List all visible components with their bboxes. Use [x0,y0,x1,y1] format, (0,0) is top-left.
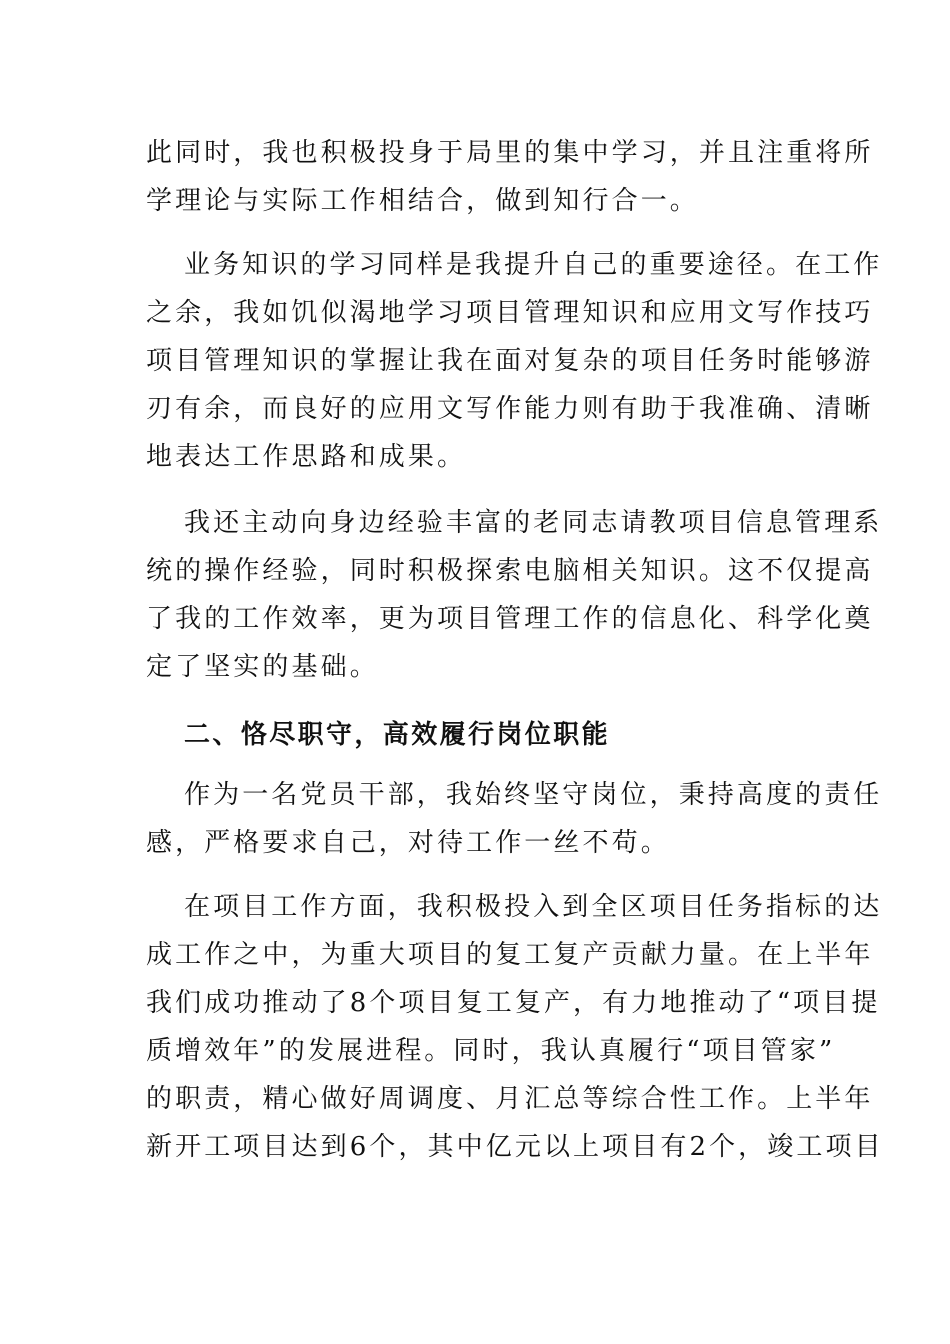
text-line: 定了坚实的基础。 [146,652,379,682]
text-line: 在项目工作方面，我积极投入到全区项目任务指标的达 [184,892,883,922]
text-line: 地表达工作思路和成果。 [146,442,467,472]
text-line: 的职责，精心做好周调度、月汇总等综合性工作。上半年 [146,1084,874,1114]
text-line: 项目管理知识的掌握让我在面对复杂的项目任务时能够游 [146,346,874,376]
section-heading: 二、恪尽职守，高效履行岗位职能 [184,720,611,750]
text-line: 统的操作经验，同时积极探索电脑相关知识。这不仅提高 [146,556,874,586]
text-line: 我们成功推动了8个项目复工复产，有力地推动了“项目提 [146,988,881,1018]
text-line: 刃有余，而良好的应用文写作能力则有助于我准确、清晰 [146,394,874,424]
text-line: 此同时，我也积极投身于局里的集中学习，并且注重将所 [146,138,874,168]
text-line: 了我的工作效率，更为项目管理工作的信息化、科学化奠 [146,604,874,634]
text-line: 业务知识的学习同样是我提升自己的重要途径。在工作 [184,250,883,280]
text-line: 我还主动向身边经验丰富的老同志请教项目信息管理系 [184,508,883,538]
text-line: 之余，我如饥似渴地学习项目管理知识和应用文写作技巧 [146,298,874,328]
text-line: 新开工项目达到6个，其中亿元以上项目有2个，竣工项目 [146,1132,884,1162]
text-line: 学理论与实际工作相结合，做到知行合一。 [146,186,699,216]
text-line: 感，严格要求自己，对待工作一丝不苟。 [146,828,670,858]
text-line: 成工作之中，为重大项目的复工复产贡献力量。在上半年 [146,940,874,970]
text-line: 质增效年”的发展进程。同时，我认真履行“项目管家” [146,1036,836,1066]
text-line: 作为一名党员干部，我始终坚守岗位，秉持高度的责任 [184,780,883,810]
